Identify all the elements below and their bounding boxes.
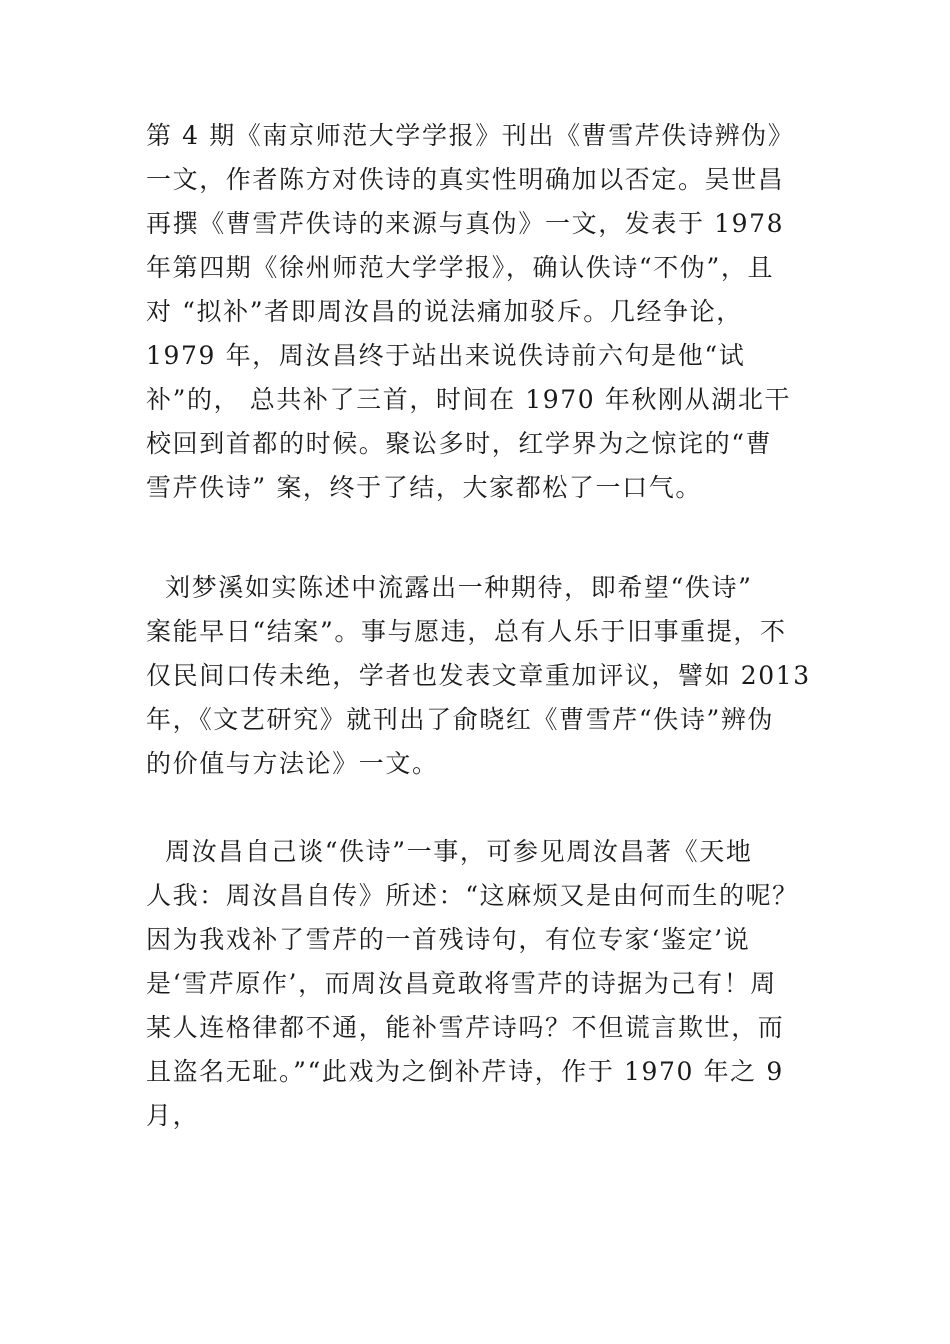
text-line: 一文，作者陈方对佚诗的真实性明确加以否定。吴世昌 — [146, 165, 785, 194]
text-line: 因为我戏补了雪芹的一首残诗句，有位专家‘鉴定’说 — [146, 925, 751, 954]
text-line: 某人连格律都不通，能补雪芹诗吗？不但谎言欺世，而 — [146, 1013, 785, 1042]
text-line: 雪芹佚诗” 案，终于了结，大家都松了一口气。 — [146, 473, 702, 502]
text-line: 是‘雪芹原作’，而周汝昌竟敢将雪芹的诗据为己有！周 — [146, 969, 777, 998]
text-line: 第 4 期《南京师范大学学报》刊出《曹雪芹佚诗辨伪》 — [146, 121, 795, 150]
text-line: 人我：周汝昌自传》所述：“这麻烦又是由何而生的呢？ — [146, 881, 799, 910]
text-line: 的价值与方法论》一文。 — [146, 749, 439, 778]
text-line: 补”的， 总共补了三首，时间在 1970 年秋刚从湖北干 — [146, 385, 792, 414]
text-line: 仅民间口传未绝，学者也发表文章重加评议，譬如 2013 — [146, 661, 811, 690]
paragraph-1 — [146, 114, 808, 510]
paragraph-3 — [146, 830, 808, 1138]
text-line: 月， — [146, 1101, 200, 1130]
text-line: 案能早日“结案”。事与愿违，总有人乐于旧事重提，不 — [146, 617, 787, 646]
text-line: 对 “拟补”者即周汝昌的说法痛加驳斥。几经争论， — [146, 297, 743, 326]
text-line: 年，《文艺研究》就刊出了俞晓红《曹雪芹“佚诗”辨伪 — [146, 705, 775, 734]
text-line: 校回到首都的时候。聚讼多时，红学界为之惊诧的“曹 — [146, 429, 773, 458]
text-line: 刘梦溪如实陈述中流露出一种期待，即希望“佚诗” — [146, 573, 753, 602]
text-line: 再撰《曹雪芹佚诗的来源与真伪》一文，发表于 1978 — [146, 209, 785, 238]
paragraph-2 — [146, 566, 811, 786]
text-line: 且盗名无耻。”“此戏为之倒补芹诗，作于 1970 年之 9 — [146, 1057, 784, 1086]
text-line: 周汝昌自己谈“佚诗”一事，可参见周汝昌著《天地 — [146, 837, 753, 866]
text-line: 年第四期《徐州师范大学学报》，确认佚诗“不伪”，且 — [146, 253, 775, 282]
text-line: 1979 年，周汝昌终于站出来说佚诗前六句是他“试 — [146, 341, 746, 370]
